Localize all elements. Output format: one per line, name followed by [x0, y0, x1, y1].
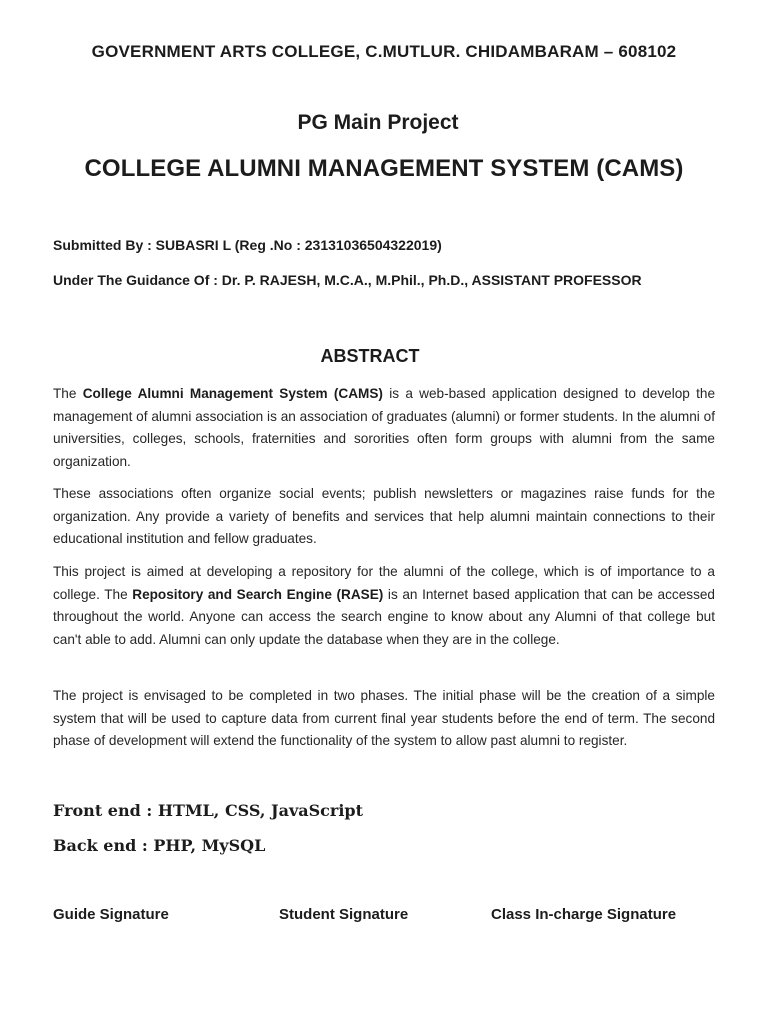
abstract-heading: ABSTRACT: [320, 346, 420, 366]
project-title: COLLEGE ALUMNI MANAGEMENT SYSTEM (CAMS): [84, 155, 684, 182]
college-name: GOVERNMENT ARTS COLLEGE, C.MUTLUR. CHIDAMBARAM – 608102: [91, 42, 677, 61]
abstract-paragraph-2: These associations often organize social events; publish newsletters or magazines raise funds for the organization. Any provide a variety of benefits and services that help alumni maintain connections to their educational institution and fellow graduates.: [53, 486, 715, 546]
abstract-paragraph-3: [53, 561, 715, 651]
abstract-paragraph-1: [53, 383, 715, 473]
paragraph-1-text-start: The: [53, 386, 83, 401]
paragraph-3-text-end: is an Internet based application that can be accessed throughout the world. Anyone can access the search engine to know about any Alumni of that college but can't able to add. Alumni can only update the database when they are in the college.: [53, 586, 715, 647]
back-end-stack: Back end : PHP, MySQL: [53, 836, 266, 855]
student-signature-label: Student Signature: [279, 906, 409, 923]
abstract-paragraph-4: The project is envisaged to be completed in two phases. The initial phase will be the creation of a simple system that will be used to capture data from current final year students before the end of term. The second phase of development will extend the functionality of the system to allow past alumni to register.: [53, 688, 715, 748]
guide-signature-label: Guide Signature: [53, 906, 169, 923]
rase-term: Repository and Search Engine (RASE): [132, 586, 384, 602]
class-incharge-signature-label: Class In-charge Signature: [491, 906, 677, 923]
submitted-by: Submitted By : SUBASRI L (Reg .No : 23131036504322019): [53, 237, 442, 253]
cams-term: College Alumni Management System (CAMS): [82, 386, 383, 401]
guidance: Under The Guidance Of : Dr. P. RAJESH, M.C.A., M.Phil., Ph.D., ASSISTANT PROFESSOR: [53, 272, 642, 288]
paragraph-1-text-end: is a web-based application designed to develop the management of alumni association is an association of graduates (alumni) or former students. In the alumni of universities, colleges, schools, fraternities and sororities often form groups with alumni from the same organization.: [53, 386, 716, 469]
project-type: PG Main Project: [297, 111, 459, 134]
paragraph-3-text-start: This project is aimed at developing a repository for the alumni of the college, which is of importance to a college. The: [53, 564, 715, 602]
front-end-stack: Front end : HTML, CSS, JavaScript: [53, 801, 363, 820]
